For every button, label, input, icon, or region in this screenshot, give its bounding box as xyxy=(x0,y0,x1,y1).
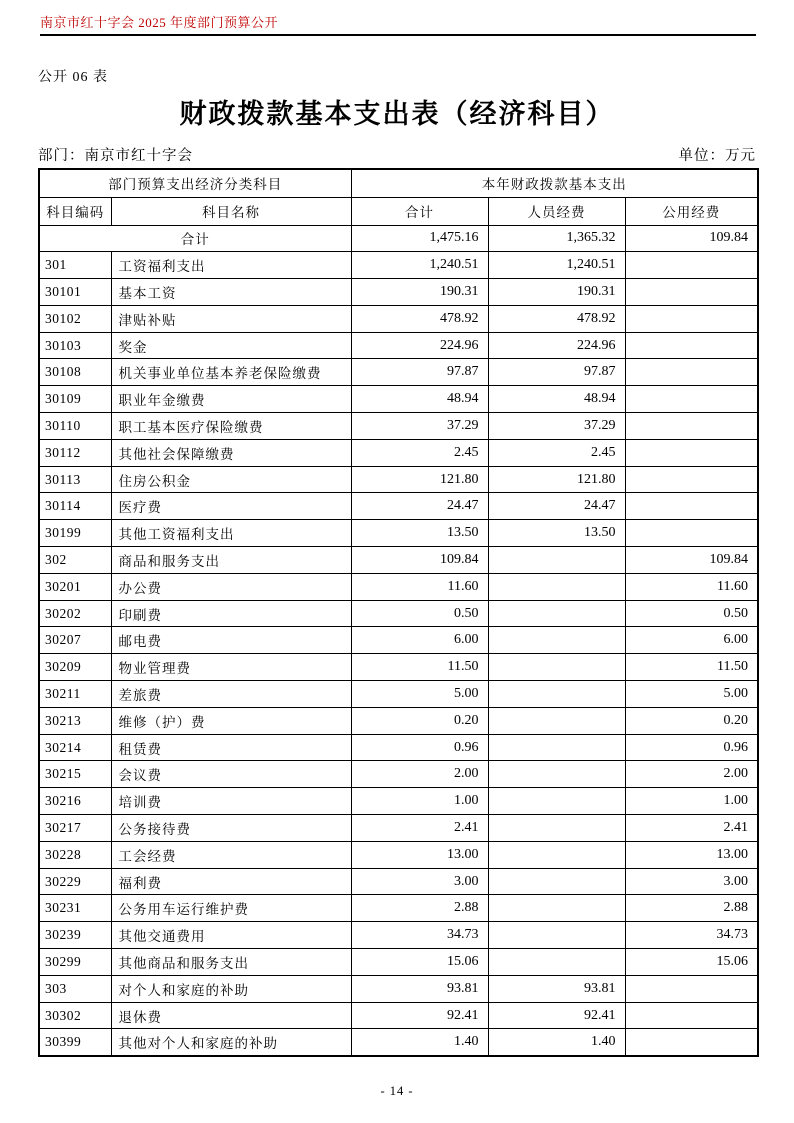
group-header-subject: 部门预算支出经济分类科目 xyxy=(39,169,351,197)
table-row xyxy=(39,841,758,868)
row-name-cell: 公务用车运行维护费 xyxy=(111,895,351,922)
row-total-cell: 2.00 xyxy=(351,761,488,788)
row-public-cell xyxy=(625,332,758,359)
column-header-code: 科目编码 xyxy=(39,197,111,225)
row-total-cell: 24.47 xyxy=(351,493,488,520)
row-personnel-cell: 24.47 xyxy=(488,493,625,520)
row-code-cell: 30239 xyxy=(39,922,111,949)
table-row xyxy=(39,386,758,413)
column-header-total: 合计 xyxy=(351,197,488,225)
row-personnel-cell: 37.29 xyxy=(488,413,625,440)
row-code-cell: 30113 xyxy=(39,466,111,493)
row-code-cell: 30202 xyxy=(39,600,111,627)
row-personnel-cell xyxy=(488,573,625,600)
row-total-cell: 34.73 xyxy=(351,922,488,949)
row-total-cell: 0.96 xyxy=(351,734,488,761)
table-row xyxy=(39,493,758,520)
row-personnel-cell: 1,240.51 xyxy=(488,252,625,279)
row-code-cell: 30102 xyxy=(39,305,111,332)
grand-total-personnel: 1,365.32 xyxy=(488,225,625,252)
row-total-cell: 92.41 xyxy=(351,1002,488,1029)
row-code-cell: 30211 xyxy=(39,681,111,708)
row-name-cell: 津贴补贴 xyxy=(111,305,351,332)
row-public-cell xyxy=(625,520,758,547)
row-name-cell: 印刷费 xyxy=(111,600,351,627)
table-row xyxy=(39,573,758,600)
row-code-cell: 30103 xyxy=(39,332,111,359)
table-row xyxy=(39,359,758,386)
group-header-row xyxy=(39,169,758,197)
row-code-cell: 30101 xyxy=(39,279,111,306)
grand-total-label: 合计 xyxy=(39,225,351,252)
row-personnel-cell xyxy=(488,815,625,842)
row-code-cell: 303 xyxy=(39,975,111,1002)
row-public-cell xyxy=(625,439,758,466)
table-row xyxy=(39,975,758,1002)
row-total-cell: 37.29 xyxy=(351,413,488,440)
row-total-cell: 109.84 xyxy=(351,547,488,574)
row-code-cell: 30215 xyxy=(39,761,111,788)
row-total-cell: 2.41 xyxy=(351,815,488,842)
row-total-cell: 48.94 xyxy=(351,386,488,413)
row-public-cell: 2.00 xyxy=(625,761,758,788)
table-row xyxy=(39,279,758,306)
row-code-cell: 302 xyxy=(39,547,111,574)
row-total-cell: 2.45 xyxy=(351,439,488,466)
row-total-cell: 11.60 xyxy=(351,573,488,600)
table-row xyxy=(39,520,758,547)
table-row xyxy=(39,868,758,895)
row-personnel-cell xyxy=(488,868,625,895)
row-name-cell: 基本工资 xyxy=(111,279,351,306)
column-header-public: 公用经费 xyxy=(625,197,758,225)
row-name-cell: 住房公积金 xyxy=(111,466,351,493)
row-public-cell xyxy=(625,975,758,1002)
row-code-cell: 30213 xyxy=(39,707,111,734)
row-name-cell: 商品和服务支出 xyxy=(111,547,351,574)
row-total-cell: 1.40 xyxy=(351,1029,488,1056)
row-total-cell: 190.31 xyxy=(351,279,488,306)
page-title: 财政拨款基本支出表（经济科目） xyxy=(179,99,615,129)
table-meta-row xyxy=(38,144,756,165)
row-total-cell: 11.50 xyxy=(351,654,488,681)
row-public-cell: 3.00 xyxy=(625,868,758,895)
row-personnel-cell xyxy=(488,734,625,761)
row-personnel-cell xyxy=(488,895,625,922)
row-public-cell: 15.06 xyxy=(625,949,758,976)
row-personnel-cell: 121.80 xyxy=(488,466,625,493)
table-row xyxy=(39,707,758,734)
table-row xyxy=(39,466,758,493)
department-label: 部门：南京市红十字会 xyxy=(38,148,193,164)
row-public-cell xyxy=(625,359,758,386)
row-personnel-cell: 224.96 xyxy=(488,332,625,359)
row-name-cell: 医疗费 xyxy=(111,493,351,520)
row-name-cell: 其他社会保障缴费 xyxy=(111,439,351,466)
document-running-header xyxy=(40,12,756,36)
table-row xyxy=(39,332,758,359)
table-row xyxy=(39,252,758,279)
row-name-cell: 公务接待费 xyxy=(111,815,351,842)
row-personnel-cell: 13.50 xyxy=(488,520,625,547)
row-name-cell: 租赁费 xyxy=(111,734,351,761)
row-code-cell: 30299 xyxy=(39,949,111,976)
row-name-cell: 其他商品和服务支出 xyxy=(111,949,351,976)
row-public-cell xyxy=(625,305,758,332)
row-public-cell xyxy=(625,493,758,520)
row-name-cell: 差旅费 xyxy=(111,681,351,708)
column-header-name: 科目名称 xyxy=(111,197,351,225)
budget-table xyxy=(38,168,759,1057)
row-total-cell: 13.50 xyxy=(351,520,488,547)
unit-label: 单位：万元 xyxy=(678,148,756,164)
row-total-cell: 0.20 xyxy=(351,707,488,734)
row-name-cell: 工会经费 xyxy=(111,841,351,868)
table-row xyxy=(39,895,758,922)
row-code-cell: 30228 xyxy=(39,841,111,868)
row-personnel-cell xyxy=(488,841,625,868)
row-personnel-cell: 2.45 xyxy=(488,439,625,466)
row-personnel-cell xyxy=(488,922,625,949)
row-personnel-cell xyxy=(488,761,625,788)
row-code-cell: 30231 xyxy=(39,895,111,922)
row-name-cell: 退休费 xyxy=(111,1002,351,1029)
table-row xyxy=(39,654,758,681)
row-name-cell: 物业管理费 xyxy=(111,654,351,681)
row-public-cell xyxy=(625,279,758,306)
table-row xyxy=(39,305,758,332)
row-total-cell: 3.00 xyxy=(351,868,488,895)
row-code-cell: 30201 xyxy=(39,573,111,600)
row-code-cell: 30112 xyxy=(39,439,111,466)
row-public-cell: 2.41 xyxy=(625,815,758,842)
row-public-cell: 0.96 xyxy=(625,734,758,761)
row-public-cell xyxy=(625,466,758,493)
table-row xyxy=(39,627,758,654)
row-total-cell: 97.87 xyxy=(351,359,488,386)
row-total-cell: 6.00 xyxy=(351,627,488,654)
row-public-cell: 11.50 xyxy=(625,654,758,681)
row-code-cell: 30199 xyxy=(39,520,111,547)
row-public-cell: 34.73 xyxy=(625,922,758,949)
row-total-cell: 93.81 xyxy=(351,975,488,1002)
row-code-cell: 30229 xyxy=(39,868,111,895)
row-total-cell: 1.00 xyxy=(351,788,488,815)
row-code-cell: 30217 xyxy=(39,815,111,842)
row-name-cell: 其他交通费用 xyxy=(111,922,351,949)
table-row xyxy=(39,788,758,815)
table-row xyxy=(39,1029,758,1056)
row-total-cell: 5.00 xyxy=(351,681,488,708)
row-name-cell: 机关事业单位基本养老保险缴费 xyxy=(111,359,351,386)
row-public-cell xyxy=(625,413,758,440)
row-name-cell: 职工基本医疗保险缴费 xyxy=(111,413,351,440)
row-public-cell: 0.20 xyxy=(625,707,758,734)
row-personnel-cell: 92.41 xyxy=(488,1002,625,1029)
row-code-cell: 30302 xyxy=(39,1002,111,1029)
row-code-cell: 30216 xyxy=(39,788,111,815)
group-header-expenditure: 本年财政拨款基本支出 xyxy=(351,169,758,197)
row-personnel-cell xyxy=(488,627,625,654)
row-public-cell xyxy=(625,1002,758,1029)
row-public-cell: 11.60 xyxy=(625,573,758,600)
row-public-cell: 2.88 xyxy=(625,895,758,922)
row-personnel-cell xyxy=(488,949,625,976)
row-personnel-cell: 48.94 xyxy=(488,386,625,413)
table-row xyxy=(39,681,758,708)
row-personnel-cell xyxy=(488,681,625,708)
form-number-label: 公开 06 表 xyxy=(38,70,108,85)
table-row xyxy=(39,413,758,440)
row-code-cell: 30109 xyxy=(39,386,111,413)
row-total-cell: 13.00 xyxy=(351,841,488,868)
row-name-cell: 其他对个人和家庭的补助 xyxy=(111,1029,351,1056)
row-public-cell xyxy=(625,252,758,279)
page-number: - 14 - xyxy=(380,1084,414,1098)
running-header-text: 南京市红十字会 2025 年度部门预算公开 xyxy=(40,15,279,30)
row-name-cell: 会议费 xyxy=(111,761,351,788)
row-personnel-cell xyxy=(488,707,625,734)
row-public-cell: 0.50 xyxy=(625,600,758,627)
row-name-cell: 对个人和家庭的补助 xyxy=(111,975,351,1002)
row-name-cell: 职业年金缴费 xyxy=(111,386,351,413)
row-personnel-cell xyxy=(488,654,625,681)
row-code-cell: 30399 xyxy=(39,1029,111,1056)
row-name-cell: 奖金 xyxy=(111,332,351,359)
row-name-cell: 其他工资福利支出 xyxy=(111,520,351,547)
row-public-cell: 109.84 xyxy=(625,547,758,574)
row-code-cell: 30108 xyxy=(39,359,111,386)
table-row xyxy=(39,439,758,466)
row-code-cell: 30114 xyxy=(39,493,111,520)
row-personnel-cell: 97.87 xyxy=(488,359,625,386)
row-public-cell: 5.00 xyxy=(625,681,758,708)
grand-total-row xyxy=(39,225,758,252)
row-name-cell: 邮电费 xyxy=(111,627,351,654)
row-public-cell xyxy=(625,386,758,413)
row-code-cell: 30209 xyxy=(39,654,111,681)
table-row xyxy=(39,761,758,788)
table-row xyxy=(39,547,758,574)
row-code-cell: 30110 xyxy=(39,413,111,440)
row-name-cell: 办公费 xyxy=(111,573,351,600)
row-personnel-cell: 478.92 xyxy=(488,305,625,332)
row-personnel-cell xyxy=(488,788,625,815)
table-row xyxy=(39,815,758,842)
row-total-cell: 2.88 xyxy=(351,895,488,922)
row-total-cell: 478.92 xyxy=(351,305,488,332)
table-row xyxy=(39,1002,758,1029)
row-personnel-cell xyxy=(488,547,625,574)
row-total-cell: 224.96 xyxy=(351,332,488,359)
row-name-cell: 福利费 xyxy=(111,868,351,895)
table-row xyxy=(39,949,758,976)
row-total-cell: 121.80 xyxy=(351,466,488,493)
row-total-cell: 0.50 xyxy=(351,600,488,627)
row-personnel-cell: 190.31 xyxy=(488,279,625,306)
row-public-cell: 6.00 xyxy=(625,627,758,654)
row-public-cell xyxy=(625,1029,758,1056)
table-row xyxy=(39,600,758,627)
column-header-row xyxy=(39,197,758,225)
row-code-cell: 301 xyxy=(39,252,111,279)
table-row xyxy=(39,922,758,949)
row-code-cell: 30214 xyxy=(39,734,111,761)
row-total-cell: 1,240.51 xyxy=(351,252,488,279)
row-personnel-cell: 93.81 xyxy=(488,975,625,1002)
row-personnel-cell: 1.40 xyxy=(488,1029,625,1056)
row-name-cell: 工资福利支出 xyxy=(111,252,351,279)
column-header-personnel: 人员经费 xyxy=(488,197,625,225)
table-row xyxy=(39,734,758,761)
row-name-cell: 培训费 xyxy=(111,788,351,815)
row-code-cell: 30207 xyxy=(39,627,111,654)
grand-total-public: 109.84 xyxy=(625,225,758,252)
row-name-cell: 维修（护）费 xyxy=(111,707,351,734)
grand-total-total: 1,475.16 xyxy=(351,225,488,252)
row-public-cell: 13.00 xyxy=(625,841,758,868)
row-personnel-cell xyxy=(488,600,625,627)
row-public-cell: 1.00 xyxy=(625,788,758,815)
row-total-cell: 15.06 xyxy=(351,949,488,976)
